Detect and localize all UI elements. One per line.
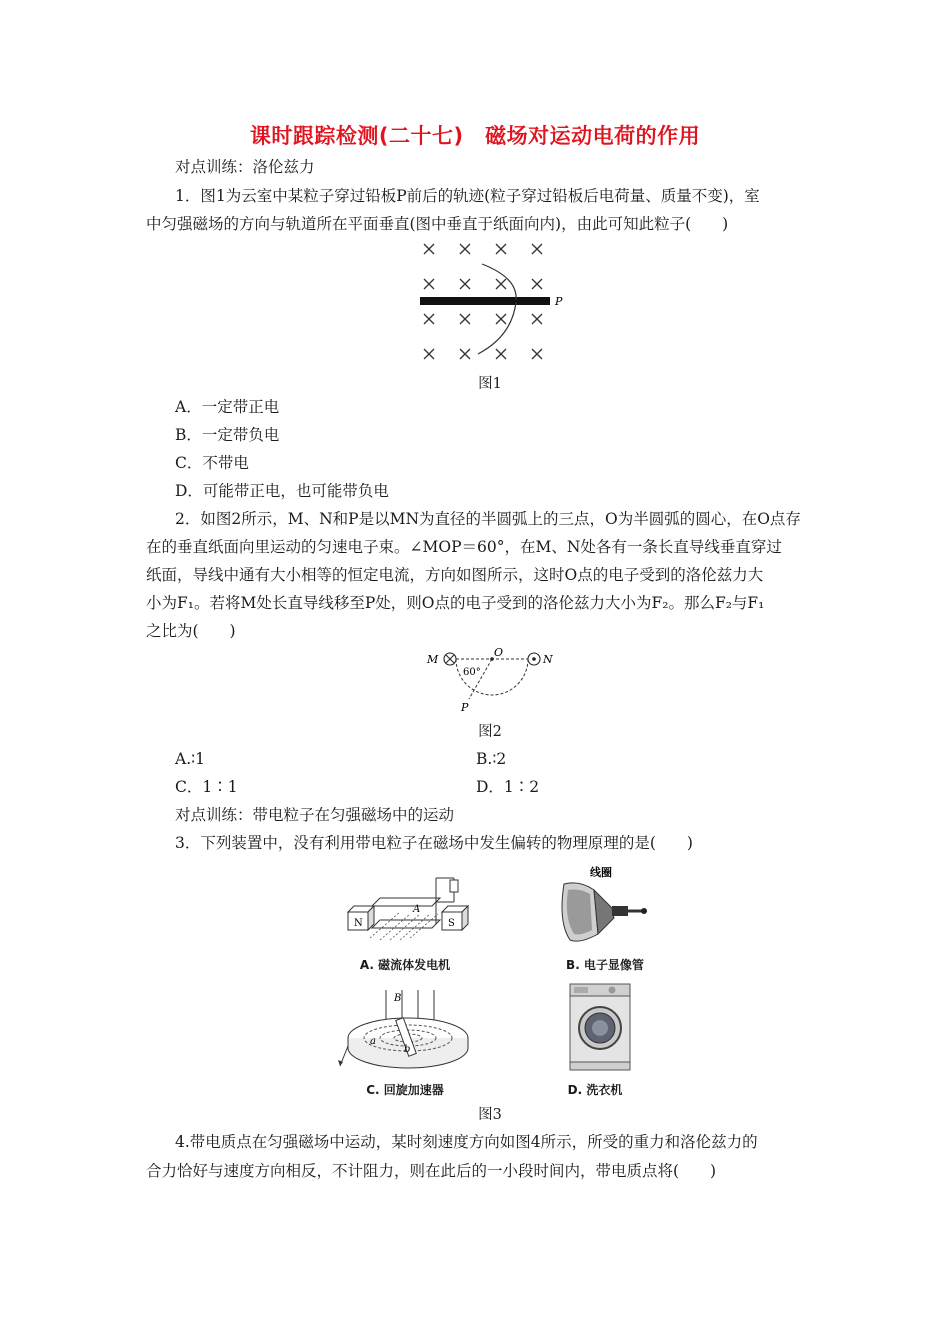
q3-stem: 3．下列装置中，没有利用带电粒子在磁场中发生偏转的物理原理的是( ) [175, 834, 693, 852]
q2-stem-line4: 小为F₁。若将M处长直导线移至P处，则O点的电子受到的洛伦兹力大小为F₂。那么F₂与F₁ [146, 594, 765, 612]
q2-option-d[interactable]: D．1∶2 [476, 778, 540, 796]
svg-text:线圈: 线圈 [590, 866, 612, 879]
svg-text:b: b [404, 1044, 411, 1055]
lead-plate [420, 297, 550, 305]
radius-op [469, 659, 492, 699]
angle-label: 60° [463, 667, 481, 678]
q2-option-a[interactable]: A.∶1 [175, 750, 206, 768]
figure-1-cloud-chamber [410, 238, 570, 368]
section-heading-lorentz: 对点训练：洛伦兹力 [175, 158, 315, 176]
figure-3-caption: 图3 [478, 1107, 502, 1123]
q2-stem-line3: 纸面，导线中通有大小相等的恒定电流，方向如图所示，这时O点的电子受到的洛伦兹力大 [146, 566, 764, 584]
plate-upper [372, 898, 440, 906]
figure-1-caption: 图1 [478, 376, 502, 392]
q4-stem-line2: 合力恰好与速度方向相反，不计阻力，则在此后的一小段时间内，带电质点将( ) [146, 1162, 717, 1180]
figure-2-semicircle [425, 645, 560, 717]
q2-option-b[interactable]: B.∶2 [476, 750, 507, 768]
q1-option-a[interactable]: A．一定带正电 [175, 398, 280, 416]
q1-option-b[interactable]: B．一定带负电 [175, 426, 280, 444]
svg-text:B: B [394, 993, 402, 1004]
q2-option-c[interactable]: C．1∶1 [175, 778, 238, 796]
q1-option-d[interactable]: D．可能带正电，也可能带负电 [175, 482, 389, 500]
center-o-label: O [494, 646, 504, 659]
svg-text:S: S [448, 918, 455, 929]
section-heading-motion: 对点训练：带电粒子在匀强磁场中的运动 [175, 806, 455, 824]
svg-text:a: a [370, 1036, 376, 1047]
figure-3a-mhd-generator [340, 868, 480, 948]
point-p-label: P [461, 701, 469, 714]
plate-label-p: P [555, 295, 563, 308]
q2-stem-line1: 2．如图2所示，M、N和P是以MN为直径的半圆弧上的三点，O为半圆弧的圆心，在O点存 [175, 510, 801, 528]
point-n-label: N [543, 653, 553, 666]
q1-option-c[interactable]: C．不带电 [175, 454, 249, 472]
deflection-coil [612, 906, 628, 916]
q2-stem-line2: 在的垂直纸面向里运动的匀速电子束。∠MOP＝60°，在M、N处各有一条长直导线垂直穿过 [146, 538, 782, 556]
svg-text:A: A [413, 904, 421, 915]
figure-3d-washing-machine [568, 982, 634, 1074]
svg-text:N: N [354, 918, 363, 929]
figure-3a-label: A. 磁流体发电机 [359, 958, 451, 972]
q2-stem-line5: 之比为( ) [146, 622, 236, 640]
figure-3c-cyclotron [336, 986, 476, 1074]
point-m-label: M [427, 653, 439, 666]
figure-3b-crt [550, 862, 660, 948]
resistor-r [450, 880, 458, 892]
figure-3c-label: C. 回旋加速器 [366, 1083, 444, 1097]
q4-stem-line1: 4.带电质点在匀强磁场中运动，某时刻速度方向如图4所示，所受的重力和洛伦兹力的 [175, 1133, 758, 1151]
figure-3b-label: B. 电子显像管 [566, 958, 644, 972]
figure-3d-label: D. 洗衣机 [567, 1083, 623, 1097]
q1-stem-line1: 1．图1为云室中某粒子穿过铅板P前后的轨迹(粒子穿过铅板后电荷量、质量不变)，室 [175, 187, 760, 205]
figure-2-caption: 图2 [478, 724, 502, 740]
q1-stem-line2: 中匀强磁场的方向与轨道所在平面垂直(图中垂直于纸面向内)，由此可知此粒子( ) [146, 215, 729, 233]
track-lower [478, 302, 516, 354]
page-title: 课时跟踪检测(二十七) 磁场对运动电荷的作用 [249, 124, 701, 148]
